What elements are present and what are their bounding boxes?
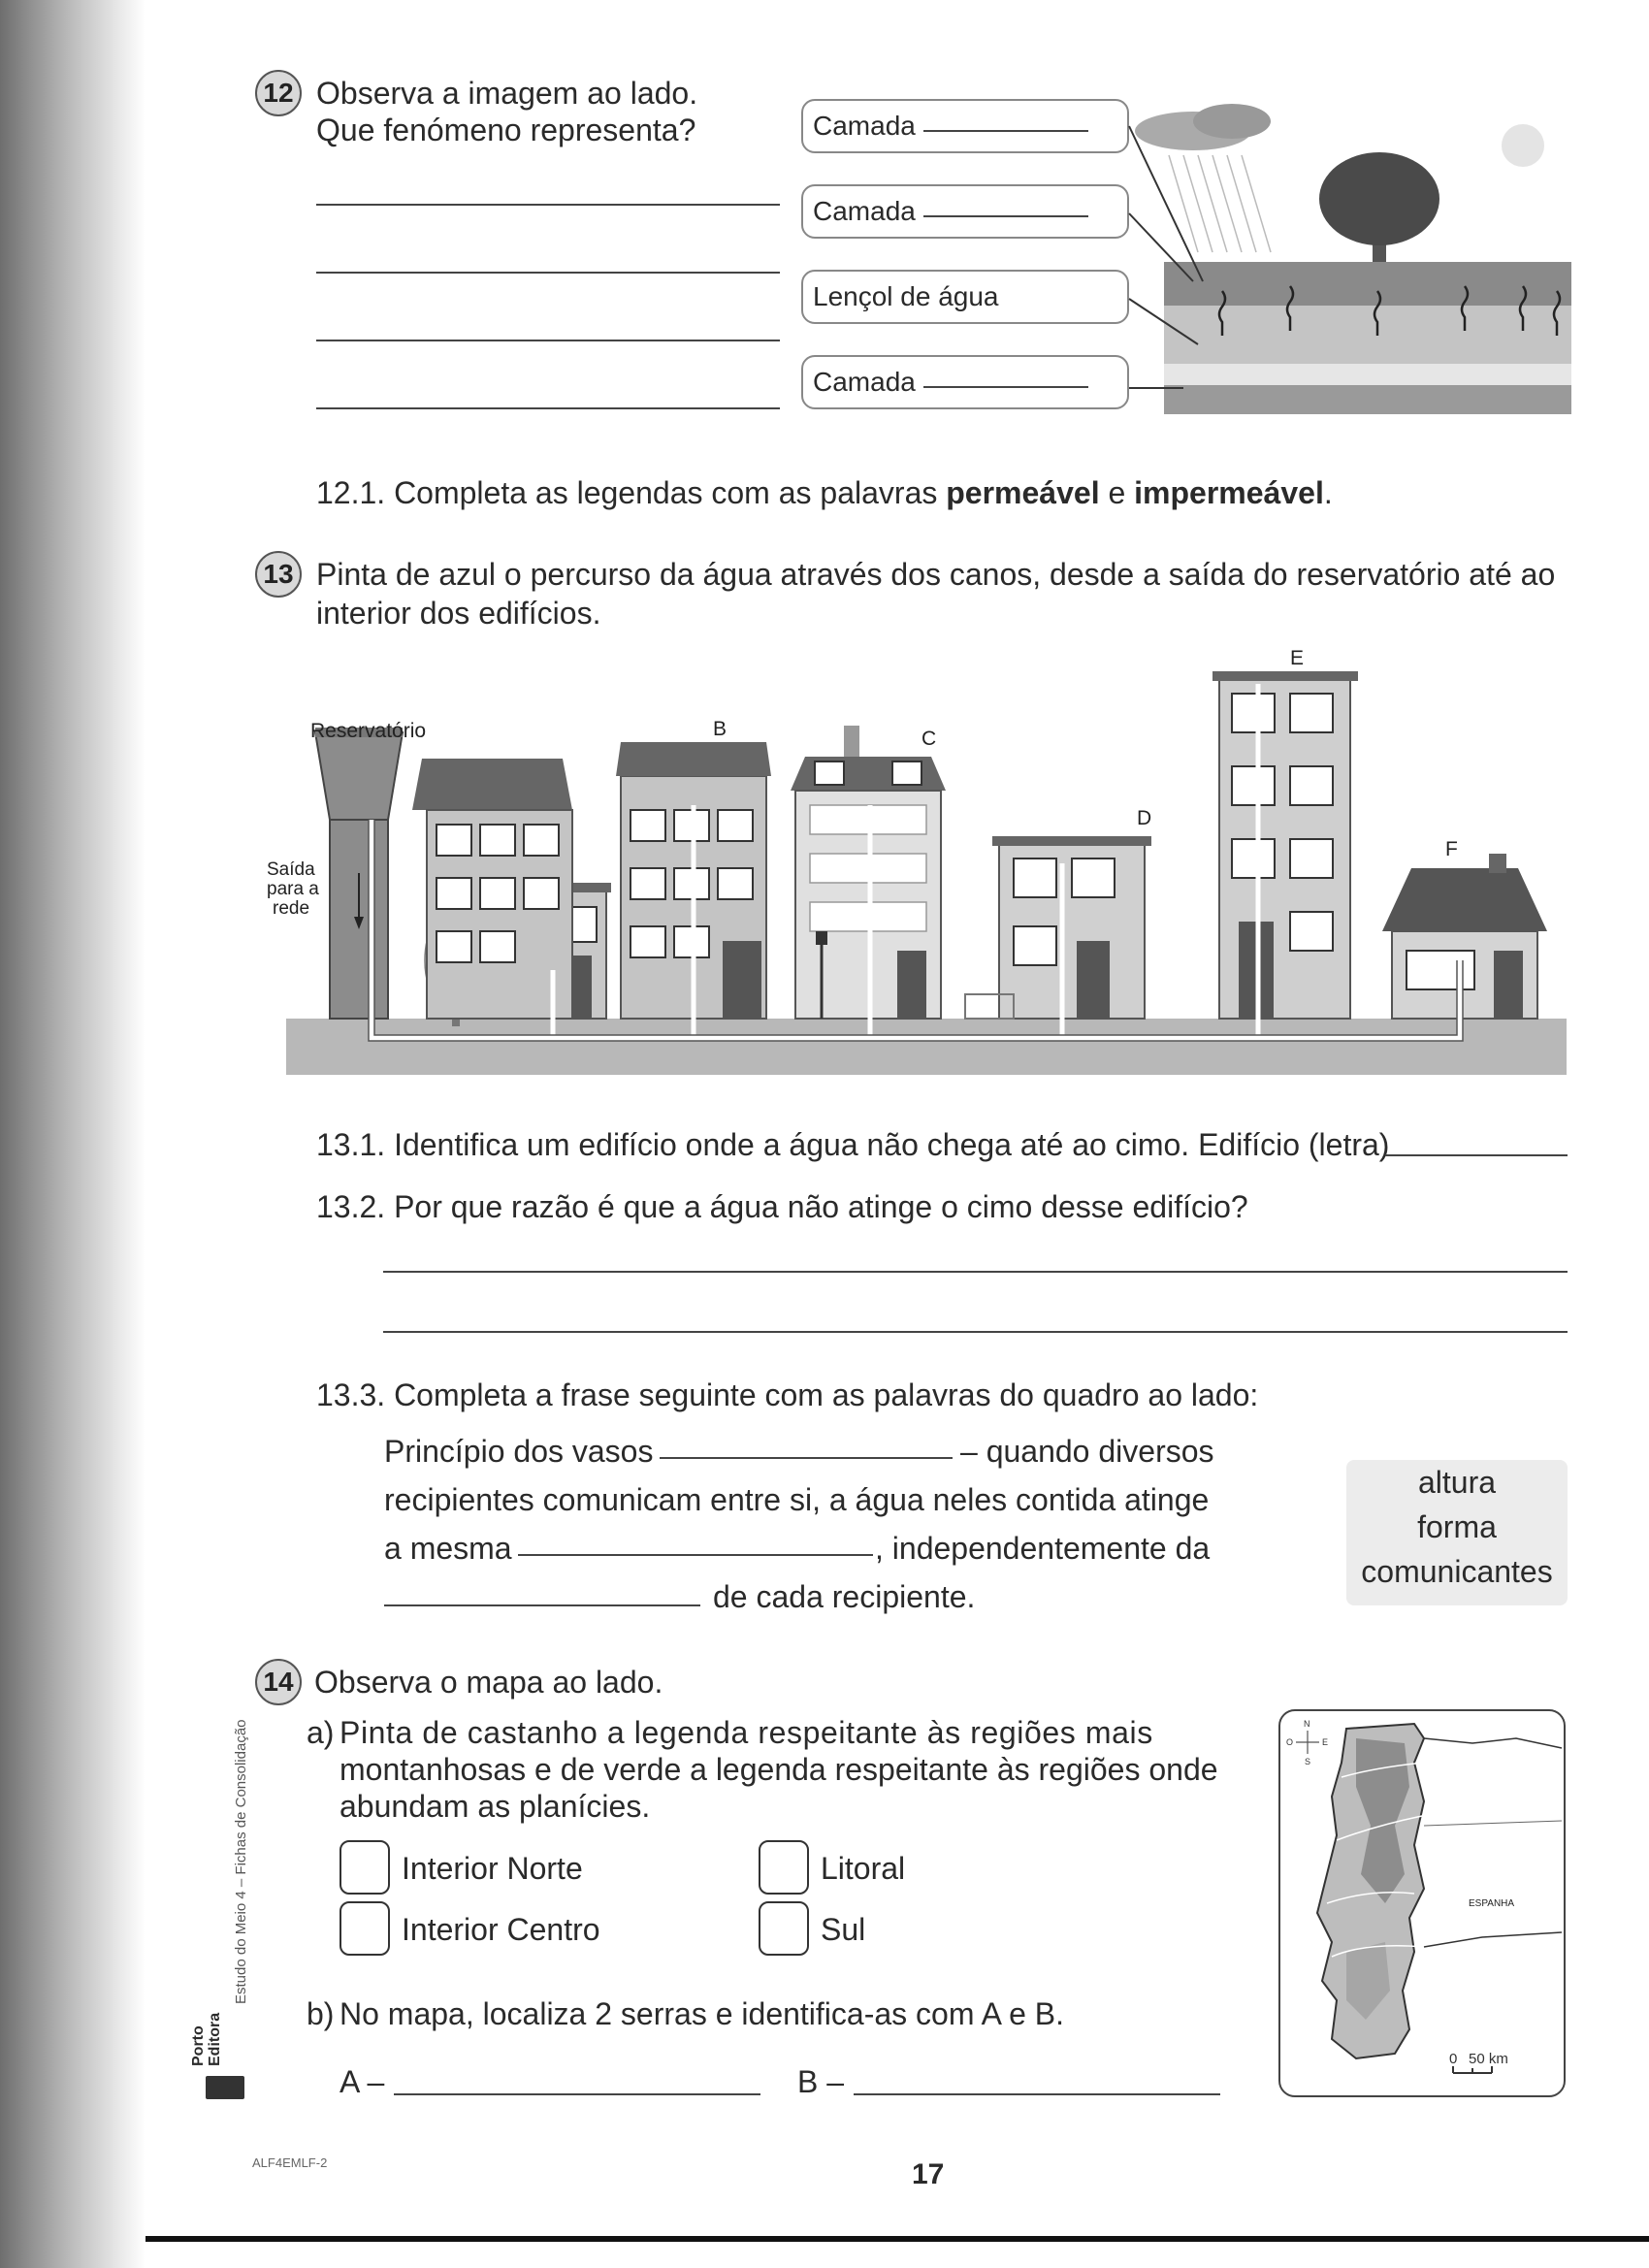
portugal-map [1278,1709,1566,2097]
label-text: Camada [813,196,916,226]
binding-shadow [0,0,146,2268]
building-label-d: D [1137,807,1152,829]
scale-zero: 0 [1449,2051,1458,2067]
label-lencol [801,270,1129,324]
exit-label-2: para a [267,879,319,899]
q13-3-p3b: , independentemente da [875,1531,1211,1566]
q13-2-text: 13.2. Por que razão é que a água não atinge o cimo desse edifício? [316,1189,1248,1224]
compass-n: N [1304,1719,1310,1729]
label-text: Camada [813,111,916,141]
answer-line-serra-a[interactable] [394,2093,760,2095]
answer-a-label: A – [340,2064,385,2099]
fill-blank-mesma[interactable] [518,1554,873,1556]
q13-1-text: 13.1. Identifica um edifício onde a água não chega até ao cimo. Edifício (letra) [316,1127,1390,1162]
answer-line-serra-b[interactable] [854,2093,1220,2095]
q14-line1: Observa o mapa ao lado. [314,1665,663,1700]
buildings-diagram [267,647,1567,1077]
q12-line2: Que fenómeno representa? [316,113,696,147]
q14-b-label: b) [307,1996,335,2031]
checkbox-sul[interactable] [759,1901,809,1956]
fill-blank-forma[interactable] [384,1604,700,1606]
answer-line[interactable] [316,272,780,274]
q14-a-line2: montanhosas e de verde a legenda respeitante às regiões onde [340,1752,1218,1787]
q14-b-text: No mapa, localiza 2 serras e identifica-as com A e B. [340,1996,1065,2031]
bottom-border [146,2236,1649,2242]
publisher-logo-text: Porto Editora [190,2012,223,2066]
checkbox-interior-norte[interactable] [340,1840,390,1895]
question-number-12: 12 [255,70,302,116]
side-publisher [206,2076,244,2099]
option-label: Sul [821,1912,866,1947]
q13-3-p1a: Princípio dos vasos [384,1434,654,1469]
building-label-b: B [713,718,728,740]
exit-label-1: Saída [267,859,315,880]
label-camada-1[interactable] [801,99,1129,153]
q14-a-line3: abundam as planícies. [340,1789,651,1824]
option-label: Litoral [821,1851,906,1886]
map-label-spain: ESPANHA [1469,1898,1515,1909]
option-label: Interior Centro [402,1912,600,1947]
fill-blank-vasos[interactable] [660,1457,953,1459]
q13-3-text: 13.3. Completa a frase seguinte com as palavras do quadro ao lado: [316,1377,1259,1412]
answer-line[interactable] [383,1331,1568,1333]
compass-o: O [1286,1737,1294,1747]
exit-label-3: rede [273,898,310,919]
q13-3-p4: de cada recipiente. [713,1579,976,1614]
answer-line[interactable] [316,407,780,409]
q14-a-label: a) [307,1715,335,1750]
question-number-13: 13 [255,551,302,598]
option-label: Interior Norte [402,1851,583,1886]
word-bank [1346,1460,1568,1605]
scale-distance: 50 km [1469,2051,1508,2067]
q13-line2: interior dos edifícios. [316,596,601,631]
building-label-c: C [922,728,937,750]
checkbox-interior-centro[interactable] [340,1901,390,1956]
side-book-title: Estudo do Meio 4 – Fichas de Consolidação [233,1719,249,2004]
word-bank-item: altura [1417,1465,1497,1500]
q13-3-p1b: – quando diversos [960,1434,1214,1469]
answer-line[interactable] [383,1271,1568,1273]
building-label-f: F [1445,838,1458,860]
answer-line[interactable] [316,340,780,341]
compass-s: S [1305,1757,1311,1766]
word-impermeavel: impermeável [1134,475,1324,510]
word-bank-item: comunicantes [1361,1554,1553,1589]
checkbox-litoral[interactable] [759,1840,809,1895]
compass-e: E [1322,1737,1329,1747]
label-text: Camada [813,367,916,397]
building-label-e: E [1290,647,1305,669]
label-camada-2[interactable] [801,184,1129,239]
word-permeavel: permeável [946,475,1100,510]
answer-line[interactable] [316,204,780,206]
q13-line1: Pinta de azul o percurso da água através dos canos, desde a saída do reservatório até ao [316,557,1556,592]
page-number: 17 [912,2158,945,2190]
q14-a-line1: Pinta de castanho a legenda respeitante às regiões mais [340,1715,1153,1750]
q13-3-p2: recipientes comunicam entre si, a água neles contida atinge [384,1482,1210,1517]
answer-line-building-letter[interactable] [1385,1154,1568,1156]
label-camada-3[interactable] [801,355,1129,409]
answer-b-label: B – [797,2064,845,2099]
q12-line1: Observa a imagem ao lado. [316,76,698,111]
word-bank-item: forma [1417,1509,1497,1544]
footer-code: ALF4EMLF-2 [252,2155,328,2170]
reservoir-label: Reservatório [310,720,427,742]
soil-layers-illustration [1125,78,1571,417]
q13-3-p3a: a mesma [384,1531,512,1566]
q12-1-instruction: 12.1. Completa as legendas com as palavras permeável e impermeável. [316,475,1333,510]
label-text: Lençol de água [813,281,999,311]
question-number-14: 14 [255,1659,302,1705]
